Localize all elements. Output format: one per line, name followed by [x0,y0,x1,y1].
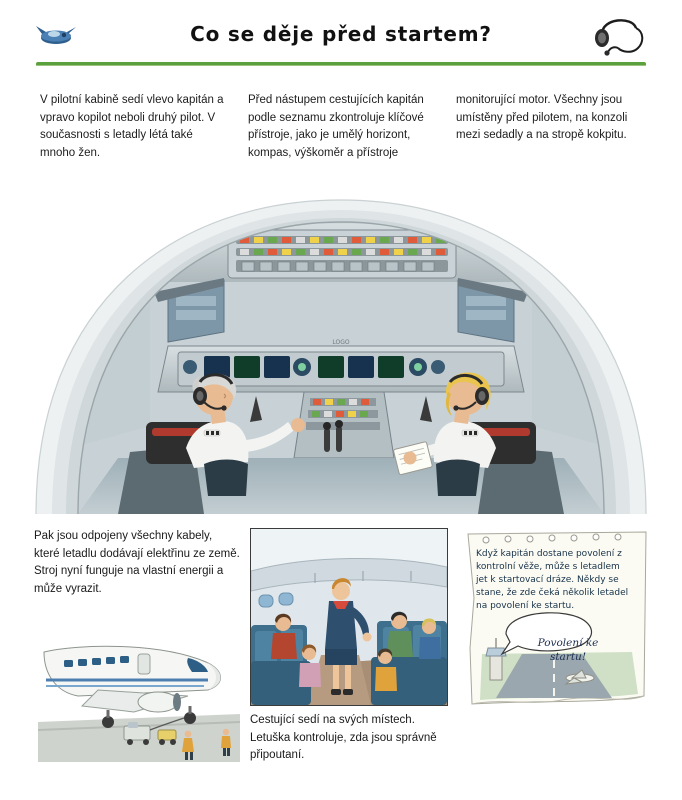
speech-bubble-text: Povolení ke startu! [537,637,599,663]
intro-column-3: monitorující motor. Všechny jsou umístěny před pilotem, na konzoli mezi sedadly a na stropě kokpitu. [456,94,628,141]
cabin-photo-caption: Cestující sedí na svých místech. Letuška kontroluje, zda jsou správně připoutaní. [250,714,437,761]
note-text: Když kapitán dostane povolení z kontrolní věže, může s letadlem jet k startovací dráze. Někdy se stane, že zde čeká několik letadel na povolení ke startu. [476,549,629,611]
intro-column-1: V pilotní kabině sedí vlevo kapitán a vpravo kopilot neboli druhý pilot. V současnosti s letadly létá také mnoho žen. [40,94,224,159]
jet-photo [38,618,240,762]
intro-column-2: Před nástupem cestujících kapitán podle seznamu zkontroluje klíčové přístroje, jako je umělý horizont, kompas, výškoměr a přístroje [248,94,424,159]
page-title: Co se děje před startem? [190,22,492,46]
cabin-photo [250,528,448,706]
cockpit-illustration [18,196,664,514]
intro-columns [40,92,644,162]
headset-doodle-icon [592,8,656,60]
title-divider [36,62,646,66]
page-header [0,0,682,76]
cables-paragraph: Pak jsou odpojeny všechny kabely, které letadlu dodávají elektřinu ze země. Stroj nyní funguje na vlastní energii a může vyrazit. [34,530,240,595]
svg-text:LOGO: LOGO [332,339,350,346]
